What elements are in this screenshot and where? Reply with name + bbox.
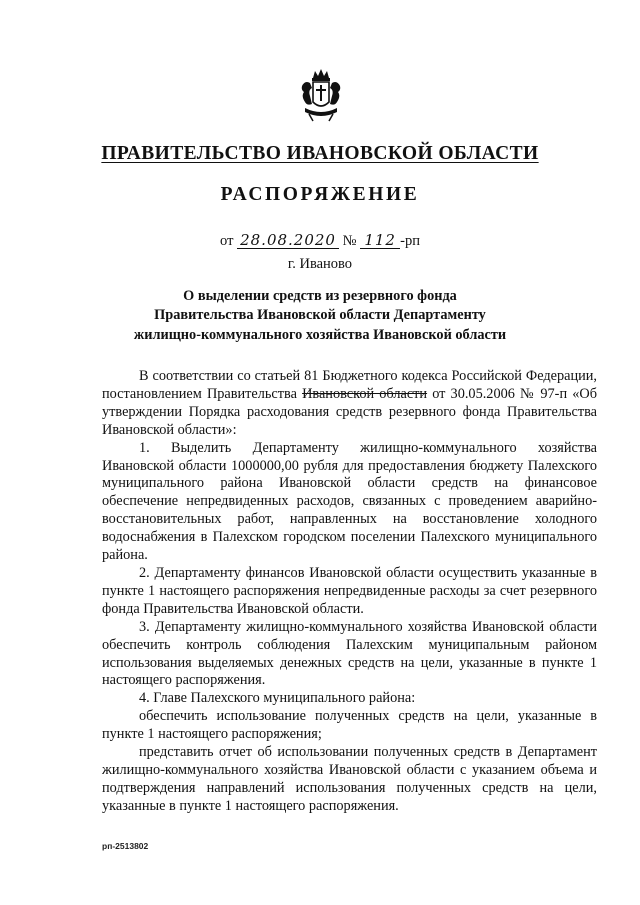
handwritten-number: 112 — [360, 233, 400, 249]
date-prefix: от — [220, 233, 234, 249]
item-3-paragraph: 3. Департаменту жилищно-коммунального хозяйства Ивановской области обеспечить контроль соблюдения Палехским муниципальным районом использования выделяемых денежных средств на цели, указанные в пункте 1 настоящего распоряжения. — [102, 618, 597, 689]
intro-paragraph — [102, 368, 597, 440]
intro-struck-text: Ивановской области — [302, 385, 428, 402]
intro-text-b: от 30.05.2006 № 97-п «Об утверждении Порядка расходования средств резервного фонда Правительства Ивановской области»: — [102, 385, 597, 438]
document-type-heading: РАСПОРЯЖЕНИЕ — [220, 184, 420, 205]
subject-line-3: жилищно-коммунального хозяйства Ивановской области — [133, 326, 507, 343]
date-number-line — [0, 233, 640, 250]
item-4-paragraph: 4. Главе Палехского муниципального района: — [139, 690, 416, 707]
intro-text-a: В соответствии со статьей 81 Бюджетного кодекса Российской Федерации, постановлением Правительства — [102, 368, 597, 402]
item-4a-paragraph: обеспечить использование полученных средств на цели, указанные в пункте 1 настоящего распоряжения; — [102, 708, 597, 743]
item-4b-paragraph: представить отчет об использовании полученных средств в Департамент жилищно-коммунального хозяйства Ивановской области с указанием объема и подтверждения направлений использования полученных средств на цели, указанные в пункте 1 настоящего распоряжения. — [102, 744, 597, 814]
city-name: г. Иваново — [287, 256, 353, 272]
handwritten-date: 28.08.2020 — [237, 233, 339, 249]
number-suffix: -рп — [400, 233, 420, 249]
subject-line-1: О выделении средств из резервного фонда — [183, 288, 457, 304]
document-code: рп-2513802 — [102, 841, 149, 851]
document-subject — [0, 287, 640, 345]
coat-of-arms-emblem — [299, 68, 343, 122]
item-1-paragraph: 1. Выделить Департаменту жилищно-коммунального хозяйства Ивановской области 1000000,00 рубля для предоставления бюджету Палехского муниципального района Ивановской области средств на финансовое обеспечение непредвиденных расходов, связанных с проведением аварийно-восстановительных работ, направленных на восстановление холодного водоснабжения в Палехском городском поселении Палехского муниципального района. — [102, 439, 597, 564]
government-title: ПРАВИТЕЛЬСТВО ИВАНОВСКОЙ ОБЛАСТИ — [101, 143, 539, 164]
item-2-paragraph: 2. Департаменту финансов Ивановской области осуществить указанные в пункте 1 настоящего распоряжения непредвиденные расходы за счет резервного фонда Правительства Ивановской области. — [102, 564, 597, 617]
number-sign: № — [342, 233, 357, 249]
subject-line-2: Правительства Ивановской области Департаменту — [154, 307, 486, 324]
document-body — [102, 368, 597, 816]
